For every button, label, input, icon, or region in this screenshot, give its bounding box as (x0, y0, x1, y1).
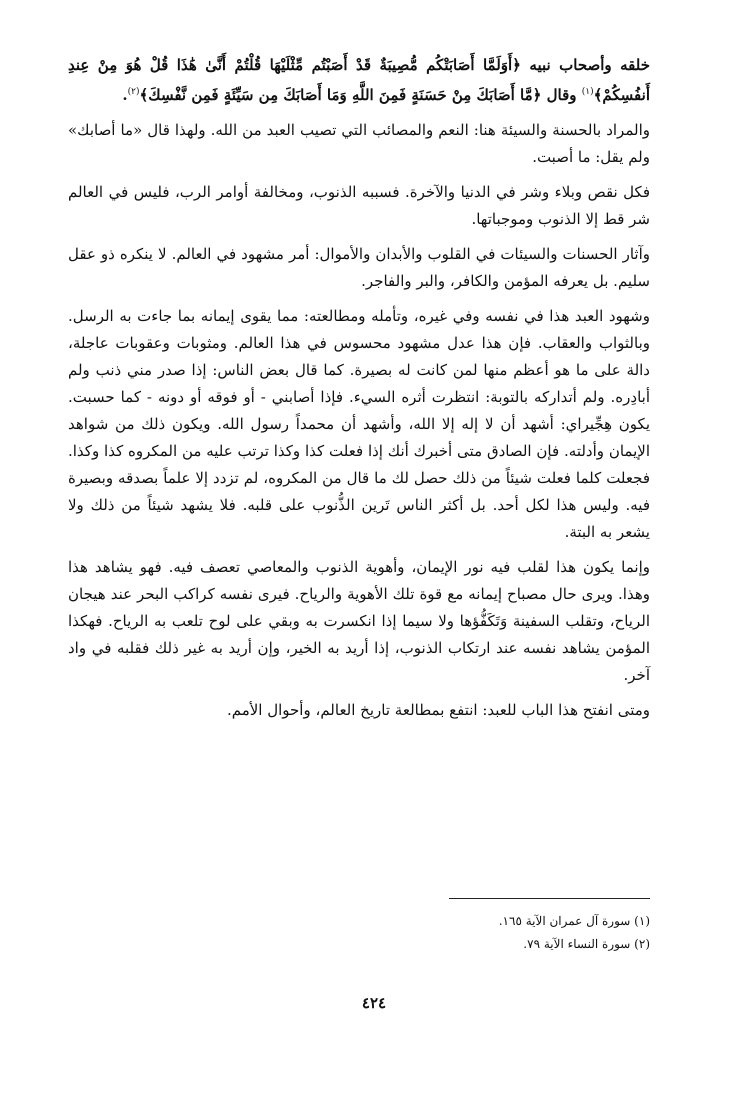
page-number: ٤٢٤ (361, 994, 387, 1012)
paragraph-1: خلقه وأصحاب نبيه ﴿أَوَلَمَّا أَصَابَتْكُم مُّصِيبَةٌ قَدْ أَصَبْتُم مِّثْلَيْهَا قُلْتُمْ أَنَّىٰ هَٰذَا قُلْ هُوَ مِنْ عِندِ أَنفُسِكُمْ﴾$^{(١)}$ وقال ﴿مَّا أَصَابَكَ مِنْ حَسَنَةٍ فَمِنَ اللَّهِ وَمَا أَصَابَكَ مِن سَيِّئَةٍ فَمِن نَّفْسِكَ﴾$^{(٢)}$. (68, 56, 650, 104)
footnote-divider (449, 898, 650, 899)
paragraph-6: وإنما يكون هذا لقلب فيه نور الإيمان، وأهوية الذنوب والمعاصي تعصف فيه. فهو يشاهد هذا وهذا. ويرى حال مصباح إيمانه مع قوة تلك الأهوية والرياح. فيرى نفسه كراكب البحر عند هيجان الرياح، وتقلب السفينة وَتَكَفُّؤها ولا سيما إذا انكسرت به وبقي على لوح تلعب به الرياح. فهكذا المؤمن يشاهد نفسه عند ارتكاب الذنوب، إذا أريد به الخير، وإن أريد به غير ذلك فقلبه في واد آخر. (68, 558, 650, 684)
paragraph-7: ومتى انفتح هذا الباب للعبد: انتفع بمطالعة تاريخ العالم، وأحوال الأمم. (226, 701, 650, 719)
footnote-marker-2: (٢) (127, 87, 140, 97)
paragraph-3: فكل نقص وبلاء وشر في الدنيا والآخرة. فسببه الذنوب، ومخالفة أوامر الرب، فليس في العالم شر قط إلا الذنوب وموجباتها. (68, 183, 650, 228)
paragraph-2: والمراد بالحسنة والسيئة هنا: النعم والمصائب التي تصيب العبد من الله. ولهذا قال «ما أصابك» ولم يقل: ما أصبت. (68, 121, 650, 166)
footnote-1: (١) سورة آل عمران الآية ١٦٥. (498, 914, 650, 928)
footnote-marker-1: (١) (581, 87, 594, 97)
footnotes (400, 910, 650, 956)
paragraph-5: وشهود العبد هذا في نفسه وفي غيره، وتأمله ومطالعته: مما يقوى إيمانه بما جاءت به الرسل. وبالثواب والعقاب. فإن هذا عدل مشهود محسوس في هذا العالم. ومثوبات وعقوبات عاجلة، دالة على ما هو أعظم منها لمن كانت له بصيرة. كما قال بعض الناس: إذا صدر مني ذنب ولم أبادِره. ولم أتداركه بالتوبة: انتظرت أثره السيء. فإذا أصابني - أو فوقه أو دونه - كما حسبت. يكون هِجِّيراي: أشهد أن لا إله إلا الله، وأشهد أن محمداً رسول الله. ويكون ذلك من شواهد الإيمان وأدلته. فإن الصادق متى أخبرك أنك إذا فعلت كذا وكذا ترتب عليه من المكروه كذا وكذا. فجعلت كلما فعلت شيئاً من ذلك حصل لك ما قال من المكروه، لم تزدد إلا علماً بصدقه وبصيرة فيه. وليس هذا لكل أحد. بل أكثر الناس تَرين الذُّنوب على قلبه. فلا يشهد شيئاً من ذلك ولا يشعر به البتة. (68, 307, 650, 541)
body-text (68, 52, 650, 724)
footnote-2: (٢) سورة النساء الآية ٧٩. (523, 937, 650, 951)
paragraph-4: وآثار الحسنات والسيئات في القلوب والأبدان والأموال: أمر مشهود في العالم. لا ينكره ذو عقل سليم. بل يعرفه المؤمن والكافر، والبر والفاجر. (68, 245, 650, 290)
